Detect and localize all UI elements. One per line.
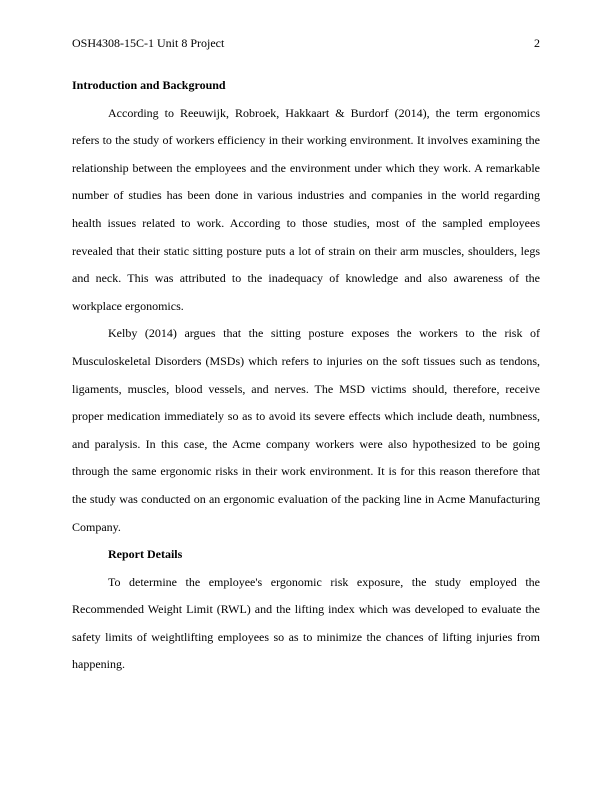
section-heading-report-details: Report Details bbox=[108, 547, 183, 562]
section-heading-introduction: Introduction and Background bbox=[72, 78, 226, 92]
body-paragraph: According to Reeuwijk, Robroek, Hakkaart & Burdorf (2014), the term ergonomics refers to the study of workers efficiency in their working environment. It involves examining the relationship between the employees and the environment under which they work. A remarkable number of studies has been done in various industries and companies in the world regarding health issues related to work. According to those studies, most of the sampled employees revealed that their static sitting posture puts a lot of strain on their arm muscles, shoulders, legs and neck. This was attributed to the inadequacy of knowledge and also awareness of the workplace ergonomics. bbox=[72, 105, 540, 313]
body-paragraph: Kelby (2014) argues that the sitting posture exposes the workers to the risk of Musculoskeletal Disorders (MSDs) which refers to injuries on the soft tissues such as tendons, ligaments, muscles, blood vessels, and nerves. The MSD victims should, therefore, receive proper medication immediately so as to avoid its severe effects which include death, numbness, and paralysis. In this case, the Acme company workers were also hypothesized to be going through the same ergonomic risks in their work environment. It is for this reason therefore that the study was conducted on an ergonomic evaluation of the packing line in Acme Manufacturing Company. bbox=[72, 326, 540, 534]
running-header-title: OSH4308-15C-1 Unit 8 Project bbox=[72, 36, 225, 50]
document-body bbox=[72, 72, 540, 679]
body-paragraph: To determine the employee's ergonomic risk exposure, the study employed the Recommended Weight Limit (RWL) and the lifting index which was developed to evaluate the safety limits of weightlifting employees so as to minimize the chances of lifting injuries from happening. bbox=[72, 574, 540, 672]
page-number: 2 bbox=[534, 36, 540, 50]
